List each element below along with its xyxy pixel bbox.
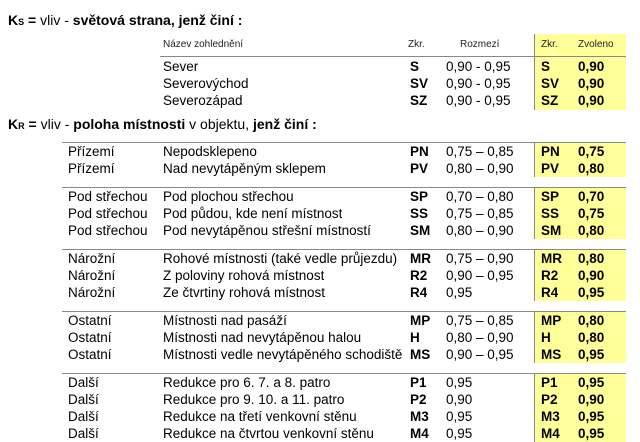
row-range: 0,90 - 0,95	[446, 93, 511, 108]
kr-text-plain2: v objektu,	[185, 116, 253, 132]
row-abbr2: P1	[541, 375, 558, 390]
header-range: Rozmezí	[460, 39, 500, 50]
row-value: 0,95	[578, 347, 605, 362]
row-abbr2: SZ	[541, 93, 559, 108]
row-name: Pod půdou, kde není místnost	[163, 206, 343, 221]
row-name: Pod nevytápěnou střešní místností	[163, 223, 371, 238]
row-name: Redukce pro 9. 10. a 11. patro	[163, 392, 345, 407]
row-abbr: SS	[410, 206, 429, 221]
row-abbr2: H	[541, 330, 551, 345]
row-abbr2: R2	[541, 268, 559, 283]
row-range: 0,90	[446, 392, 473, 407]
row-category: Nárožní	[68, 285, 116, 300]
row-category: Ostatní	[68, 347, 112, 362]
row-name: Nad nevytápěným sklepem	[163, 161, 326, 176]
row-abbr2: P2	[541, 392, 558, 407]
row-value: 0,90	[578, 76, 605, 91]
ks-equals: =	[24, 12, 41, 28]
row-value: 0,90	[578, 268, 605, 283]
row-abbr2: PV	[541, 161, 560, 176]
row-value: 0,70	[578, 189, 605, 204]
kr-symbol: K	[8, 116, 19, 132]
row-abbr2: R4	[541, 285, 559, 300]
header-abbr2: Zkr.	[541, 39, 558, 50]
ks-row	[160, 58, 626, 75]
ks-heading	[8, 12, 242, 28]
row-abbr: PN	[410, 144, 429, 159]
row-value: 0,95	[578, 426, 605, 441]
row-name: Nepodsklepeno	[163, 144, 257, 159]
kr-row	[62, 284, 626, 301]
row-range: 0,95	[446, 285, 473, 300]
row-name: Místnosti nad pasáží	[163, 313, 287, 328]
row-value: 0,80	[578, 223, 605, 238]
ks-symbol: K	[8, 12, 19, 28]
row-range: 0,95	[446, 409, 473, 424]
row-range: 0,95	[446, 426, 473, 441]
row-value: 0,90	[578, 392, 605, 407]
row-abbr: SM	[410, 223, 431, 238]
row-abbr: M3	[410, 409, 429, 424]
row-value: 0,95	[578, 375, 605, 390]
row-abbr: H	[410, 330, 420, 345]
row-value: 0,90	[578, 59, 605, 74]
row-abbr2: MR	[541, 251, 562, 266]
kr-row	[62, 222, 626, 239]
row-category: Ostatní	[68, 330, 112, 345]
kr-row	[62, 205, 626, 222]
row-name: Ze čtvrtiny rohová místnost	[163, 285, 326, 300]
kr-subscript: R	[18, 121, 25, 131]
kr-row	[62, 160, 626, 177]
row-range: 0,75 – 0,85	[446, 313, 514, 328]
ks-row	[160, 92, 626, 109]
row-abbr2: PN	[541, 144, 560, 159]
row-name: Rohové místnosti (také vedle průjezdu)	[163, 251, 398, 266]
row-abbr: S	[410, 59, 420, 74]
row-abbr: MR	[410, 251, 431, 266]
row-value: 0,75	[578, 144, 605, 159]
row-abbr2: SS	[541, 206, 560, 221]
row-category: Další	[68, 409, 99, 424]
ks-row	[160, 75, 626, 92]
kr-table	[62, 143, 626, 441]
kr-text-plain: vliv -	[40, 116, 74, 132]
row-name: Z poloviny rohová místnost	[163, 268, 325, 283]
row-range: 0,75 – 0,90	[446, 251, 514, 266]
ks-table	[160, 34, 626, 110]
row-name: Redukce pro 6. 7. a 8. patro	[163, 375, 331, 390]
kr-row	[62, 391, 626, 408]
row-abbr2: S	[541, 59, 551, 74]
ks-text-bold: světová strana, jenž činí :	[72, 12, 243, 28]
row-abbr2: SM	[541, 223, 562, 238]
kr-text-bold1: poloha místnosti	[73, 116, 186, 132]
row-value: 0,80	[578, 251, 605, 266]
row-category: Nárožní	[68, 251, 116, 266]
kr-row	[62, 329, 626, 346]
row-category: Další	[68, 392, 99, 407]
row-value: 0,95	[578, 285, 605, 300]
row-name: Severovýchod	[163, 76, 249, 91]
row-range: 0,80 – 0,90	[446, 330, 514, 345]
row-name: Redukce na čtvrtou venkovní stěnu	[163, 426, 374, 441]
ks-text-plain: vliv -	[40, 12, 73, 28]
row-abbr2: SP	[541, 189, 560, 204]
row-range: 0,75 – 0,85	[446, 144, 514, 159]
kr-equals: =	[24, 116, 41, 132]
row-category: Pod střechou	[68, 206, 148, 221]
row-abbr: MS	[410, 347, 431, 362]
kr-text-bold2: jenž činí :	[252, 116, 317, 132]
ks-subscript: S	[18, 17, 25, 27]
kr-row	[62, 267, 626, 284]
row-name: Místnosti nad nevytápěnou halou	[163, 330, 362, 345]
row-value: 0,80	[578, 313, 605, 328]
kr-row	[62, 346, 626, 363]
row-abbr: SZ	[410, 93, 428, 108]
row-category: Ostatní	[68, 313, 112, 328]
row-abbr2: SV	[541, 76, 560, 91]
row-abbr: M4	[410, 426, 429, 441]
row-name: Pod plochou střechou	[163, 189, 294, 204]
kr-heading	[8, 116, 317, 132]
row-name: Redukce na třetí venkovní stěnu	[163, 409, 357, 424]
kr-row	[62, 188, 626, 205]
row-name: Sever	[163, 59, 199, 74]
kr-row	[62, 312, 626, 329]
row-value: 0,95	[578, 409, 605, 424]
row-abbr2: MP	[541, 313, 562, 328]
row-abbr: PV	[410, 161, 429, 176]
header-name: Název zohlednění	[163, 39, 244, 50]
row-range: 0,80 – 0,90	[446, 161, 514, 176]
row-category: Další	[68, 375, 99, 390]
row-category: Pod střechou	[68, 223, 148, 238]
kr-row	[62, 143, 626, 160]
row-abbr2: MS	[541, 347, 562, 362]
row-category: Přízemí	[68, 161, 115, 176]
kr-row	[62, 374, 626, 391]
row-abbr2: M3	[541, 409, 560, 424]
row-category: Pod střechou	[68, 189, 148, 204]
row-category: Další	[68, 426, 99, 441]
row-name: Severozápad	[163, 93, 243, 108]
row-abbr: R2	[410, 268, 428, 283]
row-abbr: SV	[410, 76, 429, 91]
row-abbr: MP	[410, 313, 431, 328]
row-value: 0,80	[578, 161, 605, 176]
kr-row	[62, 408, 626, 425]
header-chosen: Zvoleno	[578, 39, 614, 50]
row-value: 0,90	[578, 93, 605, 108]
row-range: 0,95	[446, 375, 473, 390]
kr-row	[62, 250, 626, 267]
row-range: 0,75 – 0,85	[446, 206, 514, 221]
row-range: 0,70 – 0,80	[446, 189, 514, 204]
row-abbr: SP	[410, 189, 429, 204]
row-range: 0,90 - 0,95	[446, 76, 511, 91]
row-name: Místnosti vedle nevytápěného schodiště	[163, 347, 403, 362]
row-abbr2: M4	[541, 426, 560, 441]
row-abbr: R4	[410, 285, 428, 300]
ks-header-row	[160, 34, 626, 56]
row-range: 0,90 – 0,95	[446, 268, 514, 283]
row-value: 0,80	[578, 330, 605, 345]
row-abbr: P2	[410, 392, 427, 407]
row-range: 0,80 – 0,90	[446, 223, 514, 238]
header-abbr: Zkr.	[408, 39, 425, 50]
row-value: 0,75	[578, 206, 605, 221]
kr-row	[62, 425, 626, 442]
row-range: 0,90 – 0,95	[446, 347, 514, 362]
row-category: Nárožní	[68, 268, 116, 283]
row-category: Přízemí	[68, 144, 115, 159]
row-range: 0,90 - 0,95	[446, 59, 511, 74]
row-abbr: P1	[410, 375, 427, 390]
